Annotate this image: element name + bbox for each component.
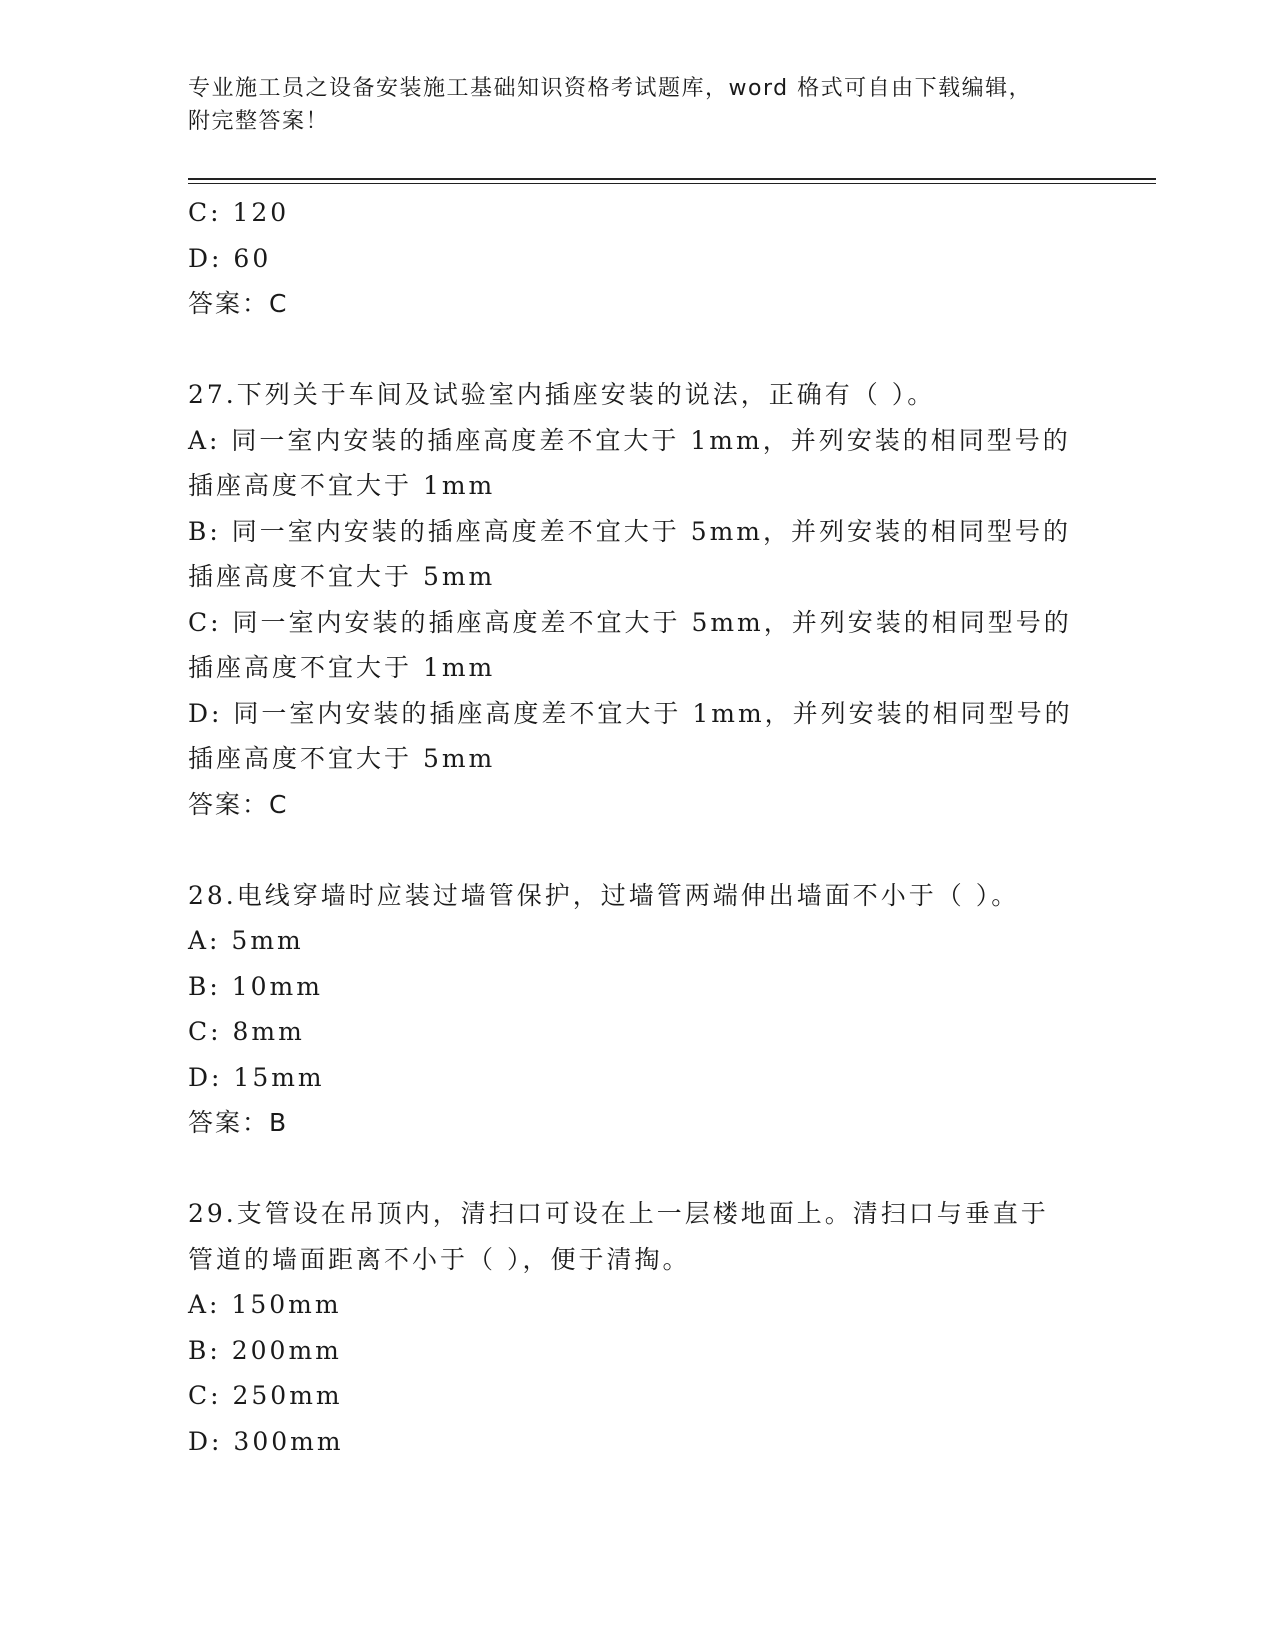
question-27 [188,372,1088,827]
option-d-line-2: 插座高度不宜大于 5mm [188,744,496,773]
option-a: A: 150mm [188,1290,342,1319]
option-b-line-2: 插座高度不宜大于 5mm [188,562,496,591]
option-d: D: 15mm [188,1062,325,1092]
question-text-line-2: 管道的墙面距离不小于（ ），便于清掏。 [188,1244,691,1274]
exam-content [188,190,1088,1464]
option-c-line-2: 插座高度不宜大于 1mm [188,653,496,682]
option-d-line-1: D: 同一室内安装的插座高度差不宜大于 1mm，并列安装的相同型号的 [188,698,1073,728]
header-divider-thin [188,183,1156,184]
question-text: 28.电线穿墙时应装过墙管保护，过墙管两端伸出墙面不小于（ ）。 [188,880,1020,910]
option-b-line-1: B: 同一室内安装的插座高度差不宜大于 5mm，并列安装的相同型号的 [188,516,1072,546]
option-a-line-1: A: 同一室内安装的插座高度差不宜大于 1mm，并列安装的相同型号的 [188,425,1071,455]
spacer [188,327,1088,373]
question-26-tail [188,190,1088,327]
document-header [188,72,1088,138]
option-a: A: 5mm [188,926,304,955]
answer-label: 答案：C [188,789,289,819]
spacer [188,827,1088,873]
question-text-line-1: 29.支管设在吊顶内，清扫口可设在上一层楼地面上。清扫口与垂直于 [188,1199,1049,1228]
question-29 [188,1191,1088,1464]
option-c: C: 8mm [188,1017,305,1046]
header-divider-thick [188,178,1156,180]
option-b: B: 200mm [188,1335,342,1365]
spacer [188,1146,1088,1192]
answer-label: 答案：C [188,289,289,318]
answer-label: 答案：B [188,1108,289,1137]
option-c: C: 120 [188,198,290,227]
option-d: D: 60 [188,243,272,273]
header-line-2: 附完整答案！ [188,109,330,134]
option-c-line-1: C: 同一室内安装的插座高度差不宜大于 5mm，并列安装的相同型号的 [188,607,1072,637]
option-c: C: 250mm [188,1381,343,1410]
header-line-1: 专业施工员之设备安装施工基础知识资格考试题库，word 格式可自由下载编辑， [188,76,1033,101]
option-d: D: 300mm [188,1426,344,1456]
option-a-line-2: 插座高度不宜大于 1mm [188,471,496,500]
question-text: 27.下列关于车间及试验室内插座安装的说法，正确有（ ）。 [188,380,936,409]
option-b: B: 10mm [188,971,323,1001]
question-28 [188,873,1088,1146]
